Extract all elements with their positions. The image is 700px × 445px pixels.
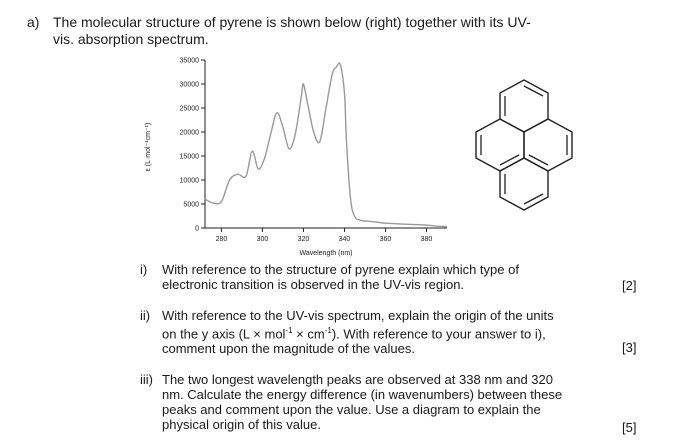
- uv-vis-spectrum-chart: [140, 52, 460, 277]
- subquestion-number: iii): [140, 372, 153, 387]
- y-ticks: [180, 58, 205, 233]
- subquestion-iii: [140, 372, 610, 432]
- marks-iii: [5]: [622, 420, 637, 435]
- pyrene-ring-top: [500, 80, 548, 132]
- y-tick-label: 0: [195, 225, 199, 233]
- x-tick-label: 340: [338, 236, 351, 243]
- subquestion-line: The two longest wavelength peaks are observed at 338 nm and 320: [162, 372, 553, 387]
- subquestion-line: peaks and comment upon the value. Use a diagram to explain the: [162, 402, 541, 417]
- x-tick-label: 380: [420, 236, 433, 243]
- spectrum-line: [205, 63, 447, 227]
- chart-axes: [205, 60, 447, 228]
- question-a-intro: [27, 14, 617, 48]
- x-tick-label: 300: [256, 236, 269, 243]
- subquestion-number: ii): [140, 308, 151, 323]
- x-tick-label: 280: [215, 236, 228, 243]
- y-axis-label: ε (L·mol⁻¹cm⁻¹): [145, 122, 152, 172]
- question-line-1: The molecular structure of pyrene is shown below (right) together with its UV-: [53, 14, 531, 30]
- y-tick-label: 30000: [179, 81, 199, 89]
- subquestion-line: nm. Calculate the energy difference (in wavenumbers) between these: [162, 387, 563, 402]
- subquestion-line-units: on the y axis $(L \times mol^{-1} \times cm^{-1})$. With reference to your answer to i),: [162, 326, 546, 342]
- x-tick-label: 320: [297, 236, 310, 243]
- question-line-2: vis. absorption spectrum.: [53, 31, 209, 47]
- pyrene-ring-right: [524, 119, 572, 171]
- question-label: a): [27, 14, 40, 30]
- pyrene-structure: [470, 72, 580, 222]
- subquestion-line: physical origin of this value.: [162, 417, 321, 432]
- y-tick-label: 25000: [179, 105, 199, 113]
- subquestion-number: i): [140, 262, 148, 277]
- marks-ii: [3]: [622, 340, 637, 355]
- subquestion-line: With reference to the structure of pyrene explain which type of: [162, 262, 519, 277]
- x-axis-label: Wavelength (nm): [299, 250, 353, 257]
- pyrene-ring-left: [476, 119, 524, 171]
- pyrene-ring-bottom: [500, 158, 548, 210]
- pyrene-rings: [476, 80, 572, 210]
- subquestion-i: [140, 262, 610, 292]
- subquestion-ii: [140, 308, 610, 356]
- y-tick-label: 20000: [179, 129, 199, 137]
- x-ticks: [216, 228, 433, 243]
- subquestion-line: comment upon the magnitude of the values.: [162, 341, 415, 357]
- y-tick-label: 15000: [179, 153, 199, 161]
- y-tick-label: 10000: [179, 177, 199, 185]
- x-tick-label: 360: [379, 236, 392, 243]
- y-tick-label: 35000: [179, 57, 199, 65]
- subquestion-line: electronic transition is observed in the UV-vis region.: [162, 277, 465, 292]
- y-tick-label: 5000: [183, 201, 199, 209]
- subquestion-line: With reference to the UV-vis spectrum, explain the origin of the units: [162, 308, 554, 323]
- marks-i: [2]: [622, 278, 637, 293]
